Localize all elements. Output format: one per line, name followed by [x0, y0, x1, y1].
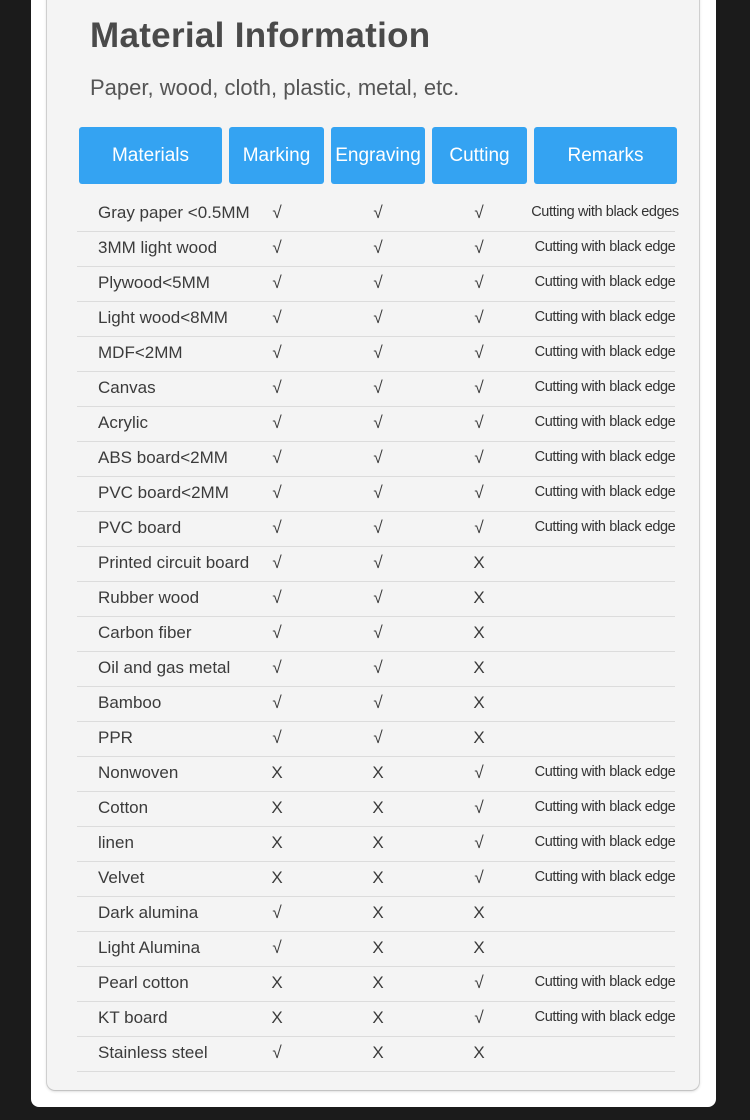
- engraving-value: √: [373, 553, 383, 572]
- table-row: [77, 966, 675, 1002]
- marking-value: √: [272, 238, 282, 257]
- engraving-value: √: [373, 203, 383, 222]
- table-row: [77, 231, 675, 267]
- cutting-value: X: [473, 1043, 485, 1062]
- remarks-value: [527, 721, 683, 756]
- marking-value: X: [271, 763, 283, 782]
- cutting-value: √: [474, 238, 484, 257]
- remarks-value: Cutting with black edge: [534, 1009, 676, 1025]
- header-marking: Marking: [229, 127, 324, 184]
- remarks-value: Cutting with black edge: [534, 309, 676, 325]
- cutting-value: √: [474, 973, 484, 992]
- engraving-value: X: [372, 903, 384, 922]
- table-row: [77, 476, 675, 512]
- remarks-value: [527, 686, 683, 721]
- cutting-value: √: [474, 273, 484, 292]
- table-row: [77, 826, 675, 862]
- cutting-value: √: [474, 763, 484, 782]
- remarks-value: Cutting with black edges: [531, 204, 679, 220]
- cutting-value: X: [473, 903, 485, 922]
- table-row: [77, 371, 675, 407]
- marking-value: X: [271, 868, 283, 887]
- remarks-value: Cutting with black edge: [534, 414, 676, 430]
- table-row: [77, 336, 675, 372]
- material-name: Light wood<8MM: [98, 308, 228, 327]
- remarks-value: Cutting with black edge: [534, 764, 676, 780]
- marking-value: √: [272, 693, 282, 712]
- marking-value: X: [271, 798, 283, 817]
- engraving-value: √: [373, 518, 383, 537]
- engraving-value: √: [373, 413, 383, 432]
- remarks-value: Cutting with black edge: [534, 974, 676, 990]
- material-name: Carbon fiber: [98, 623, 192, 642]
- engraving-value: √: [373, 658, 383, 677]
- remarks-value: [527, 896, 683, 931]
- table-row: [77, 266, 675, 302]
- marking-value: √: [272, 413, 282, 432]
- engraving-value: √: [373, 728, 383, 747]
- table-row: [77, 441, 675, 477]
- marking-value: √: [272, 903, 282, 922]
- material-name: Rubber wood: [98, 588, 200, 607]
- material-name: KT board: [98, 1008, 168, 1027]
- remarks-value: Cutting with black edge: [534, 239, 676, 255]
- engraving-value: X: [372, 763, 384, 782]
- material-name: Gray paper <0.5MM: [98, 203, 250, 222]
- table-row: [77, 616, 675, 652]
- header-materials: Materials: [79, 127, 222, 184]
- cutting-value: X: [473, 728, 485, 747]
- material-name: ABS board<2MM: [98, 448, 228, 467]
- cutting-value: √: [474, 798, 484, 817]
- cutting-value: X: [473, 553, 485, 572]
- material-name: Pearl cotton: [98, 973, 189, 992]
- material-name: linen: [98, 833, 134, 852]
- marking-value: √: [272, 728, 282, 747]
- cutting-value: √: [474, 203, 484, 222]
- table-row: [77, 686, 675, 722]
- cutting-value: √: [474, 378, 484, 397]
- cutting-value: X: [473, 658, 485, 677]
- material-name: PPR: [98, 728, 133, 747]
- remarks-value: Cutting with black edge: [534, 799, 676, 815]
- cutting-value: √: [474, 1008, 484, 1027]
- material-name: Oil and gas metal: [98, 658, 231, 677]
- remarks-value: [527, 581, 683, 616]
- material-name: Acrylic: [98, 413, 149, 432]
- page-title: Material Information: [90, 16, 431, 55]
- material-name: Canvas: [98, 378, 156, 397]
- cutting-value: √: [474, 518, 484, 537]
- engraving-value: X: [372, 1008, 384, 1027]
- marking-value: √: [272, 308, 282, 327]
- table-row: [77, 511, 675, 547]
- remarks-value: Cutting with black edge: [534, 379, 676, 395]
- marking-value: X: [271, 1008, 283, 1027]
- engraving-value: X: [372, 973, 384, 992]
- marking-value: √: [272, 553, 282, 572]
- cutting-value: √: [474, 483, 484, 502]
- cutting-value: √: [474, 868, 484, 887]
- remarks-value: Cutting with black edge: [534, 484, 676, 500]
- material-name: PVC board<2MM: [98, 483, 229, 502]
- page-subtitle: Paper, wood, cloth, plastic, metal, etc.: [90, 75, 460, 100]
- marking-value: √: [272, 658, 282, 677]
- table-row: [77, 1036, 675, 1072]
- engraving-value: X: [372, 798, 384, 817]
- cutting-value: √: [474, 448, 484, 467]
- engraving-value: √: [373, 623, 383, 642]
- table-row: [77, 791, 675, 827]
- remarks-value: Cutting with black edge: [534, 449, 676, 465]
- engraving-value: X: [372, 938, 384, 957]
- engraving-value: √: [373, 483, 383, 502]
- engraving-value: X: [372, 1043, 384, 1062]
- engraving-value: X: [372, 868, 384, 887]
- remarks-value: Cutting with black edge: [534, 869, 676, 885]
- cutting-value: √: [474, 343, 484, 362]
- table-row: [77, 861, 675, 897]
- table-row: [77, 721, 675, 757]
- material-name: Dark alumina: [98, 903, 199, 922]
- material-name: Printed circuit board: [98, 553, 250, 572]
- remarks-value: Cutting with black edge: [534, 834, 676, 850]
- table-row: [77, 546, 675, 582]
- table-row: [77, 301, 675, 337]
- remarks-value: Cutting with black edge: [534, 274, 676, 290]
- material-name: MDF<2MM: [98, 343, 183, 362]
- remarks-value: [527, 651, 683, 686]
- material-name: Stainless steel: [98, 1043, 208, 1062]
- material-name: Cotton: [98, 798, 149, 817]
- header-engraving: Engraving: [331, 127, 425, 184]
- marking-value: √: [272, 448, 282, 467]
- engraving-value: √: [373, 308, 383, 327]
- remarks-value: [527, 546, 683, 581]
- header-cutting: Cutting: [432, 127, 527, 184]
- engraving-value: √: [373, 273, 383, 292]
- engraving-value: √: [373, 343, 383, 362]
- cutting-value: √: [474, 833, 484, 852]
- engraving-value: X: [372, 833, 384, 852]
- material-name: Nonwoven: [98, 763, 179, 782]
- marking-value: √: [272, 518, 282, 537]
- marking-value: √: [272, 483, 282, 502]
- header-remarks: Remarks: [534, 127, 677, 184]
- remarks-value: [527, 931, 683, 966]
- cutting-value: X: [473, 938, 485, 957]
- table-row: [77, 896, 675, 932]
- engraving-value: √: [373, 378, 383, 397]
- remarks-value: [527, 1036, 683, 1071]
- material-name: Light Alumina: [98, 938, 201, 957]
- table-row: [77, 406, 675, 442]
- cutting-value: X: [473, 623, 485, 642]
- marking-value: √: [272, 1043, 282, 1062]
- remarks-value: Cutting with black edge: [534, 519, 676, 535]
- marking-value: √: [272, 623, 282, 642]
- engraving-value: √: [373, 238, 383, 257]
- material-name: 3MM light wood: [98, 238, 218, 257]
- marking-value: X: [271, 833, 283, 852]
- table-row: [77, 1001, 675, 1037]
- marking-value: X: [271, 973, 283, 992]
- table-row: [77, 756, 675, 792]
- remarks-value: [527, 616, 683, 651]
- table-row: [77, 651, 675, 687]
- marking-value: √: [272, 203, 282, 222]
- cutting-value: √: [474, 413, 484, 432]
- marking-value: √: [272, 588, 282, 607]
- table-row: [77, 931, 675, 967]
- remarks-value: Cutting with black edge: [534, 344, 676, 360]
- material-name: Plywood<5MM: [98, 273, 210, 292]
- table-row: [77, 196, 679, 232]
- cutting-value: X: [473, 588, 485, 607]
- engraving-value: √: [373, 448, 383, 467]
- engraving-value: √: [373, 588, 383, 607]
- cutting-value: X: [473, 693, 485, 712]
- material-name: Bamboo: [98, 693, 162, 712]
- engraving-value: √: [373, 693, 383, 712]
- marking-value: √: [272, 938, 282, 957]
- material-name: Velvet: [98, 868, 145, 887]
- marking-value: √: [272, 343, 282, 362]
- table-row: [77, 581, 675, 617]
- material-name: PVC board: [98, 518, 182, 537]
- marking-value: √: [272, 273, 282, 292]
- marking-value: √: [272, 378, 282, 397]
- cutting-value: √: [474, 308, 484, 327]
